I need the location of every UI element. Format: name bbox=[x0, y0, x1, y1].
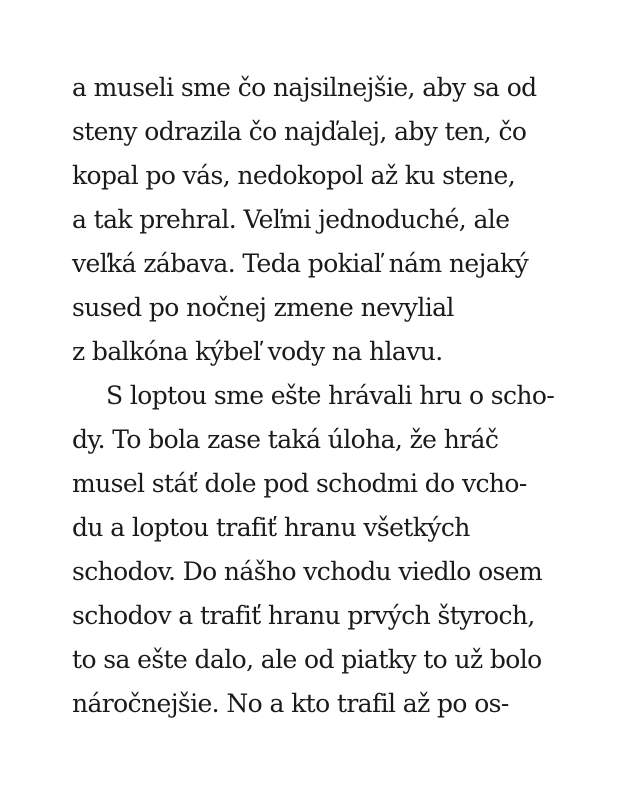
paragraph-1 bbox=[72, 66, 592, 374]
text-line: S loptou sme ešte hrávali hru o scho- bbox=[106, 381, 555, 410]
text-line: musel stáť dole pod schodmi do vcho- bbox=[72, 469, 527, 498]
text-line: náročnejšie. No a kto trafil až po os- bbox=[72, 689, 509, 718]
paragraph-2 bbox=[72, 374, 592, 726]
text-line: a museli sme čo najsilnejšie, aby sa od bbox=[72, 73, 537, 102]
text-line: kopal po vás, nedokopol až ku stene, bbox=[72, 161, 516, 190]
text-line: schodov a trafiť hranu prvých štyroch, bbox=[72, 601, 535, 630]
text-line: steny odrazila čo najďalej, aby ten, čo bbox=[72, 117, 527, 146]
text-line: sused po nočnej zmene nevylial bbox=[72, 293, 454, 322]
text-line: du a loptou trafiť hranu všetkých bbox=[72, 513, 470, 542]
text-line: z balkóna kýbeľ vody na hlavu. bbox=[72, 337, 443, 366]
text-line: a tak prehral. Veľmi jednoduché, ale bbox=[72, 205, 510, 234]
text-line: schodov. Do nášho vchodu viedlo osem bbox=[72, 557, 543, 586]
text-line: veľká zábava. Teda pokiaľ nám nejaký bbox=[72, 249, 529, 278]
text-line: to sa ešte dalo, ale od piatky to už bolo bbox=[72, 645, 542, 674]
book-page bbox=[72, 66, 592, 726]
text-line: dy. To bola zase taká úloha, že hráč bbox=[72, 425, 499, 454]
